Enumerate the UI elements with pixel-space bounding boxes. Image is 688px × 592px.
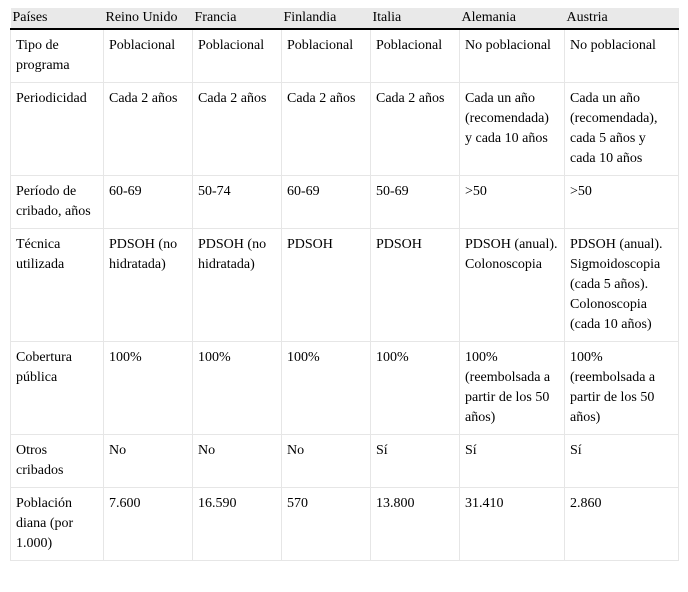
table-cell: PDSOH (no hidratada)	[193, 229, 282, 342]
table-cell: 13.800	[371, 488, 460, 561]
table-cell: PDSOH	[371, 229, 460, 342]
table-cell: 7.600	[104, 488, 193, 561]
table-cell: 100% (reembolsada a partir de los 50 años)	[565, 342, 679, 435]
table-cell: No	[104, 435, 193, 488]
row-label: Población diana (por 1.000)	[11, 488, 104, 561]
row-label: Otros cribados	[11, 435, 104, 488]
table-cell: 50-74	[193, 176, 282, 229]
screening-table-container	[10, 8, 678, 561]
table-cell: No poblacional	[460, 29, 565, 83]
table-row	[11, 229, 679, 342]
table-cell: PDSOH (anual). Colonoscopia	[460, 229, 565, 342]
table-cell: No	[193, 435, 282, 488]
table-cell: Cada 2 años	[282, 83, 371, 176]
table-cell: >50	[565, 176, 679, 229]
table-cell: No	[282, 435, 371, 488]
table-cell: PDSOH	[282, 229, 371, 342]
table-row	[11, 83, 679, 176]
table-cell: Poblacional	[104, 29, 193, 83]
row-label: Período de cribado, años	[11, 176, 104, 229]
table-cell: Cada un año (recomendada), cada 5 años y cada 10 años	[565, 83, 679, 176]
header-paises: Países	[11, 8, 104, 29]
row-label: Tipo de programa	[11, 29, 104, 83]
header-italia: Italia	[371, 8, 460, 29]
header-row	[11, 8, 679, 29]
table-cell: Poblacional	[193, 29, 282, 83]
table-cell: >50	[460, 176, 565, 229]
table-cell: 31.410	[460, 488, 565, 561]
table-cell: 50-69	[371, 176, 460, 229]
table-cell: No poblacional	[565, 29, 679, 83]
table-header	[11, 8, 679, 29]
table-cell: 60-69	[282, 176, 371, 229]
table-cell: 100%	[193, 342, 282, 435]
table-cell: Poblacional	[282, 29, 371, 83]
screening-programs-table	[10, 8, 679, 561]
table-cell: Sí	[460, 435, 565, 488]
table-row	[11, 435, 679, 488]
table-cell: 16.590	[193, 488, 282, 561]
table-cell: 570	[282, 488, 371, 561]
table-cell: 2.860	[565, 488, 679, 561]
row-label: Periodicidad	[11, 83, 104, 176]
table-cell: Sí	[565, 435, 679, 488]
row-label: Técnica utilizada	[11, 229, 104, 342]
table-cell: 60-69	[104, 176, 193, 229]
header-finlandia: Finlandia	[282, 8, 371, 29]
table-body	[11, 29, 679, 561]
header-reino-unido: Reino Unido	[104, 8, 193, 29]
header-alemania: Alemania	[460, 8, 565, 29]
table-cell: 100%	[104, 342, 193, 435]
table-row	[11, 488, 679, 561]
table-cell: PDSOH (anual). Sigmoidoscopia (cada 5 años). Colonoscopia (cada 10 años)	[565, 229, 679, 342]
table-row	[11, 176, 679, 229]
table-cell: Sí	[371, 435, 460, 488]
table-cell: Cada 2 años	[104, 83, 193, 176]
table-cell: PDSOH (no hidratada)	[104, 229, 193, 342]
table-cell: Cada 2 años	[371, 83, 460, 176]
table-row	[11, 342, 679, 435]
table-cell: 100%	[282, 342, 371, 435]
table-cell: Cada 2 años	[193, 83, 282, 176]
table-cell: Poblacional	[371, 29, 460, 83]
table-cell: 100%	[371, 342, 460, 435]
table-row	[11, 29, 679, 83]
header-austria: Austria	[565, 8, 679, 29]
table-cell: 100% (reembolsada a partir de los 50 años)	[460, 342, 565, 435]
table-cell: Cada un año (recomendada) y cada 10 años	[460, 83, 565, 176]
header-francia: Francia	[193, 8, 282, 29]
row-label: Cobertura pública	[11, 342, 104, 435]
